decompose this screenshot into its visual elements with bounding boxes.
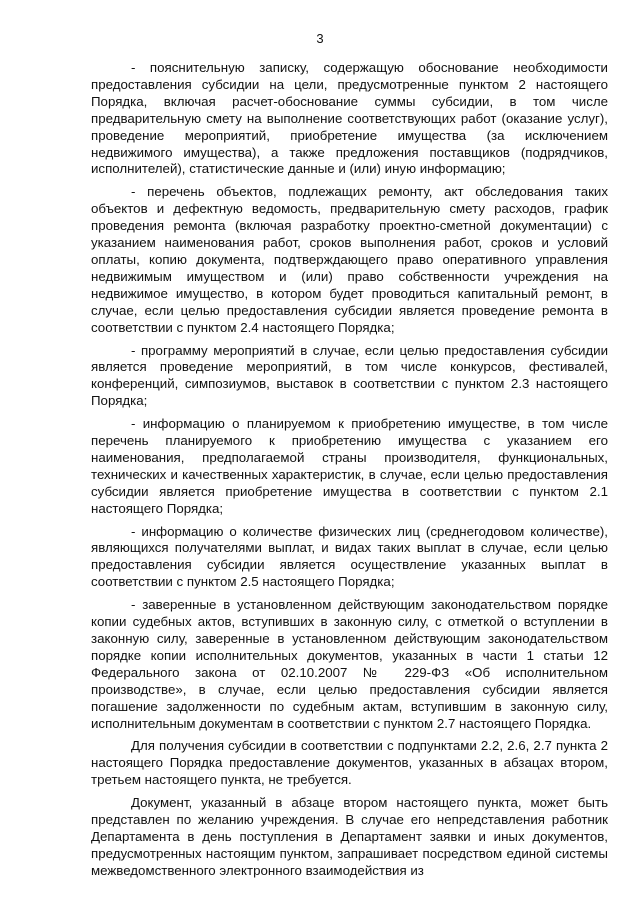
paragraph-repair-objects-list: - перечень объектов, подлежащих ремонту, акт обследования таких объектов и дефектную ведомость, предварительную смету расходов, график проведения ремонта (включая разработку проектно-сметной документации) с указанием наименования работ, сроков выполнения работ, сроков и условий оплаты, копию документа, подтверждающего право оперативного управления недвижимым имуществом и (или) право собственности учреждения на недвижимое имущество, в котором будет проводиться капитальный ремонт, в случае, если целью предоставления субсидии является проведение ремонта в соответствии с пунктом 2.4 настоящего Порядка; bbox=[91, 184, 608, 335]
paragraph-court-acts-copies: - заверенные в установленном действующим законодательством порядке копии судебных актов, вступивших в законную силу, с отметкой о вступлении в законную силу, заверенные в установленном действующим законодательством порядке копии исполнительных документов, указанных в части 1 статьи 12 Федерального закона от 02.10.2007 № 229-ФЗ «Об исполнительном производстве», в случае, если целью предоставления субсидии является погашение задолженности по судебным актам, вступившим в законную силу, исполнительным документам в соответствии с пунктом 2.7 настоящего Порядка. bbox=[91, 597, 608, 731]
paragraph-explanatory-note: - пояснительную записку, содержащую обоснование необходимости предоставления субсидии на цели, предусмотренные пунктом 2 настоящего Порядка, включая расчет-обоснование суммы субсидии, в том числе предварительную смету на выполнение соответствующих работ (оказание услуг), проведение мероприятий, приобретение имущества (за исключением недвижимого имущества), а также предложения поставщиков (подрядчиков, исполнителей), статистические данные и (или) иную информацию; bbox=[91, 60, 608, 177]
document-body bbox=[91, 60, 608, 886]
paragraph-individuals-info: - информацию о количестве физических лиц (среднегодовом количестве), являющихся получателями выплат, и видах таких выплат в случае, если целью предоставления субсидии является осуществление указанных выплат в соответствии с пунктом 2.5 настоящего Порядка; bbox=[91, 523, 608, 590]
page-number: 3 bbox=[316, 31, 324, 46]
paragraph-events-program: - программу мероприятий в случае, если целью предоставления субсидии является проведение мероприятий, в том числе конкурсов, фестивалей, конференций, симпозиумов, выставок в соответствии с пунктом 2.3 настоящего Порядка; bbox=[91, 342, 608, 409]
paragraph-property-info: - информацию о планируемом к приобретению имуществе, в том числе перечень планируемого к приобретению имущества с указанием его наименования, предполагаемой страны производителя, функциональных, технических и качественных характеристик, в случае, если целью предоставления субсидии является приобретение имущества в соответствии с пунктом 2.1 настоящего Порядка; bbox=[91, 416, 608, 516]
paragraph-document-request: Документ, указанный в абзаце втором настоящего пункта, может быть представлен по желанию учреждения. В случае его непредставления работник Департамента в день поступления в Департамент заявки и иных документов, предусмотренных настоящим пунктом, запрашивает посредством единой системы межведомственного электронного взаимодействия из bbox=[91, 795, 608, 878]
paragraph-subsidy-exemption: Для получения субсидии в соответствии с подпунктами 2.2, 2.6, 2.7 пункта 2 настоящего Порядка предоставление документов, указанных в абзацах втором, третьем настоящего пункта, не требуется. bbox=[91, 738, 608, 788]
